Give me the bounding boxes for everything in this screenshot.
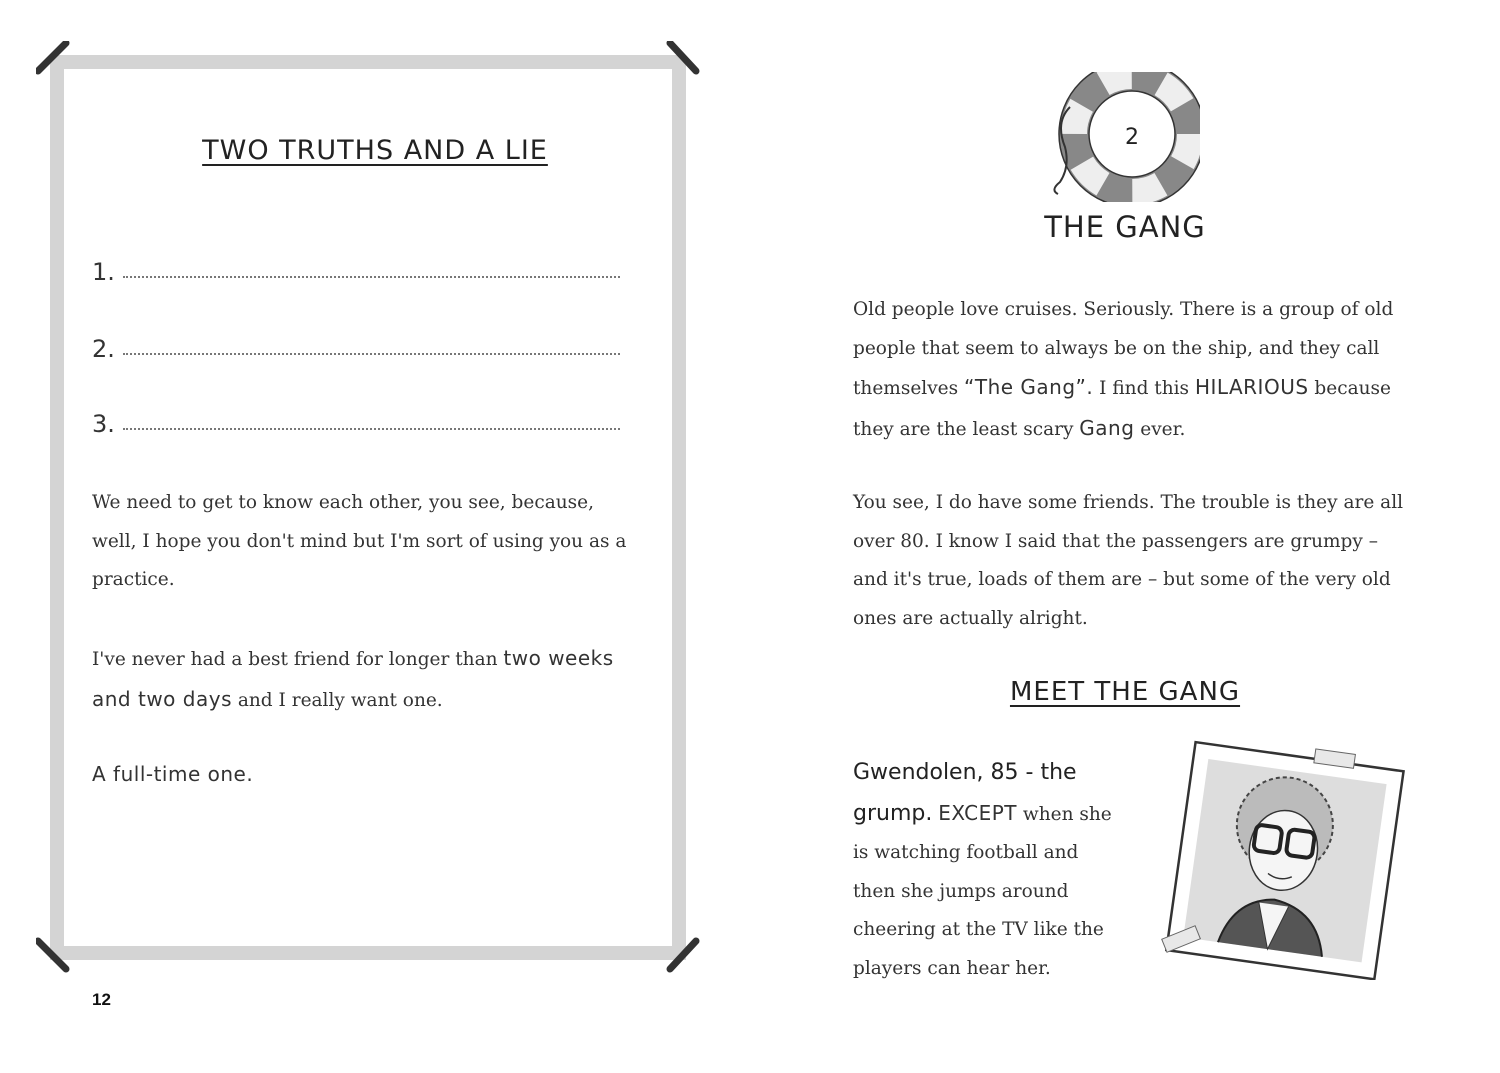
bio-name: Gwendolen, 85 - the grump. (853, 760, 1077, 826)
line-number: 1. (92, 258, 115, 286)
page-number: 12 (92, 990, 111, 1009)
paragraph-best-friend (92, 639, 632, 720)
answer-line-3 (92, 410, 620, 438)
text-run: I find this (1093, 378, 1195, 400)
handwritten-text: EXCEPT (938, 800, 1017, 825)
paragraph-practice: We need to get to know each other, you see, because, well, I hope you don't mind but I'm sort of using you as a practice. (92, 492, 627, 591)
text-run: Old people love cruises. Seriously. There is a group of old people that seem to always be on the ship, and they call themselves (853, 299, 1394, 400)
dotted-line (123, 274, 620, 278)
chapter-number: 2 (1125, 125, 1139, 150)
bio-gwendolen (853, 754, 1113, 989)
right-page (750, 0, 1500, 1073)
section-title-text: TWO TRUTHS AND A LIE (202, 135, 548, 166)
handwritten-text: A full-time one. (92, 762, 254, 786)
section-title (0, 135, 750, 166)
answer-line-1 (92, 258, 620, 286)
paragraph-friends: You see, I do have some friends. The trouble is they are all over 80. I know I said that the passengers are grumpy – and it's true, loads of them are – but some of the very old ones are actually alright. (853, 492, 1404, 629)
subheading-text: MEET THE GANG (1009, 677, 1241, 707)
paragraph-full-time (92, 755, 632, 796)
text-run: ever. (1134, 418, 1186, 440)
text-run: when she is watching football and then she jumps around cheering at the TV like the players can hear her. (853, 803, 1112, 979)
line-number: 3. (92, 410, 115, 438)
dotted-line (123, 351, 620, 355)
paragraph-intro (853, 291, 1413, 449)
text-run: because they are the least scary (853, 378, 1391, 440)
text-run: and I really want one. (231, 689, 443, 711)
answer-line-2 (92, 335, 620, 363)
life-ring-icon (1040, 72, 1200, 202)
chapter-title: THE GANG (1044, 210, 1206, 244)
handwritten-text: Gang (1079, 415, 1135, 440)
handwritten-text: “The Gang”. (963, 375, 1094, 400)
handwritten-text: HILARIOUS (1194, 375, 1309, 400)
gwendolen-portrait (1140, 740, 1420, 980)
subheading (750, 677, 1500, 707)
dotted-line (123, 426, 620, 430)
handwritten-text: and two days (92, 686, 232, 711)
text-run: I've never had a best friend for longer than (92, 649, 504, 670)
handwritten-text: two weeks (503, 646, 614, 670)
line-number: 2. (92, 335, 115, 363)
